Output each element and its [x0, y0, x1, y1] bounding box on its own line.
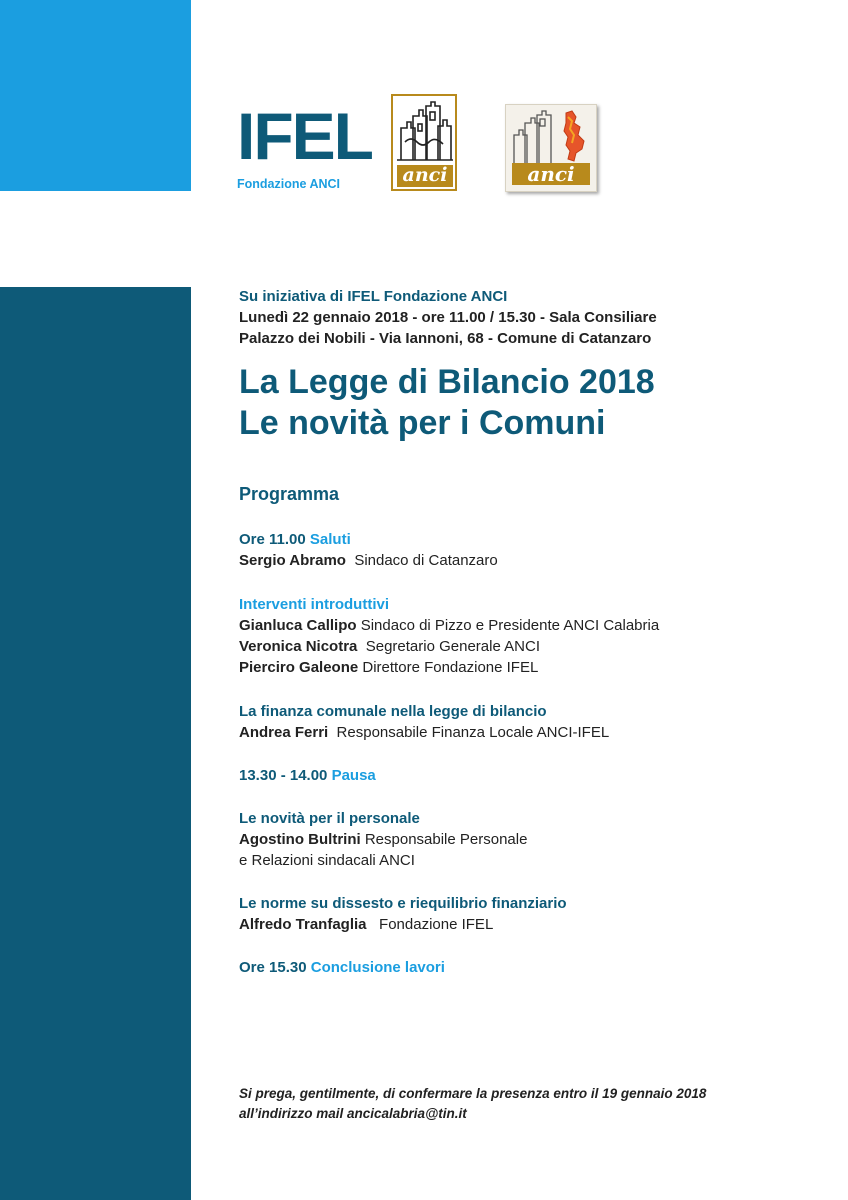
speaker-role: Sindaco di Pizzo e Presidente ANCI Calabria	[360, 617, 660, 634]
section-pausa	[239, 765, 829, 786]
section-conclusione	[239, 957, 829, 978]
speaker-role: Responsabile Personale	[364, 831, 528, 848]
pausa-label: Pausa	[331, 767, 376, 784]
speaker-role-continued: e Relazioni sindacali ANCI	[239, 852, 415, 869]
speaker-name: Agostino Bultrini	[239, 831, 361, 848]
speaker-role: Direttore Fondazione IFEL	[362, 659, 539, 676]
speaker-role: Responsabile Finanza Locale ANCI-IFEL	[336, 724, 610, 741]
conclusione-label: Conclusione lavori	[310, 959, 445, 976]
speaker-row	[239, 615, 829, 636]
decorative-top-block	[0, 0, 191, 191]
speaker-name: Gianluca Callipo	[239, 617, 357, 634]
dissesto-heading: Le norme su dissesto e riequilibrio finanziario	[239, 895, 567, 912]
interventi-heading: Interventi introduttivi	[239, 596, 389, 613]
saluti-label: Saluti	[309, 531, 351, 548]
speaker-row	[239, 722, 829, 743]
anci-calabria-logo-word: anci	[512, 163, 590, 185]
speaker-name: Sergio Abramo	[239, 552, 346, 569]
speaker-name: Andrea Ferri	[239, 724, 329, 741]
saluti-time: Ore 11.00	[239, 531, 306, 548]
section-interventi	[239, 594, 829, 678]
rsvp-note	[239, 1084, 829, 1124]
ifel-logo-subtitle: Fondazione ANCI	[237, 177, 341, 191]
speaker-row	[239, 914, 829, 935]
venue-line: Palazzo dei Nobili - Via Iannoni, 68 - Comune di Catanzaro	[239, 330, 652, 347]
speaker-row	[239, 550, 829, 571]
section-saluti	[239, 529, 829, 571]
speaker-role: Fondazione IFEL	[379, 916, 494, 933]
decorative-side-block	[0, 287, 191, 1200]
castle-and-region-map-icon	[506, 107, 596, 165]
speaker-name: Alfredo Tranfaglia	[239, 916, 367, 933]
finanza-heading: La finanza comunale nella legge di bilancio	[239, 703, 547, 720]
event-intro	[239, 286, 829, 349]
section-finanza	[239, 701, 829, 743]
date-time-line: Lunedì 22 gennaio 2018 - ore 11.00 / 15.30 - Sala Consiliare	[239, 309, 657, 326]
pausa-time: 13.30 - 14.00	[239, 767, 328, 784]
event-title	[239, 362, 839, 444]
rsvp-line-1: Si prega, gentilmente, di confermare la presenza entro il 19 gennaio 2018	[239, 1086, 707, 1101]
rsvp-line-2: all’indirizzo mail ancicalabria@tin.it	[239, 1106, 467, 1121]
speaker-name: Veronica Nicotra	[239, 638, 358, 655]
speaker-name: Pierciro Galeone	[239, 659, 359, 676]
programma-heading: Programma	[239, 484, 340, 504]
speaker-row	[239, 636, 829, 657]
anci-logo-primary-word: anci	[397, 165, 453, 187]
section-personale	[239, 808, 829, 871]
anci-calabria-logo	[505, 104, 597, 192]
ifel-logo	[237, 99, 372, 191]
ifel-logo-word: IFEL	[237, 99, 372, 173]
initiative-line: Su iniziativa di IFEL Fondazione ANCI	[239, 288, 508, 305]
section-dissesto	[239, 893, 829, 935]
title-line-1: La Legge di Bilancio 2018	[239, 363, 655, 401]
speaker-role: Segretario Generale ANCI	[365, 638, 540, 655]
anci-logo-primary	[391, 94, 457, 191]
speaker-row	[239, 829, 829, 850]
castle-towers-icon	[393, 98, 455, 168]
title-line-2: Le novità per i Comuni	[239, 404, 606, 442]
personale-heading: Le novità per il personale	[239, 810, 420, 827]
speaker-role: Sindaco di Catanzaro	[354, 552, 498, 569]
speaker-row	[239, 657, 829, 678]
conclusione-time: Ore 15.30	[239, 959, 307, 976]
